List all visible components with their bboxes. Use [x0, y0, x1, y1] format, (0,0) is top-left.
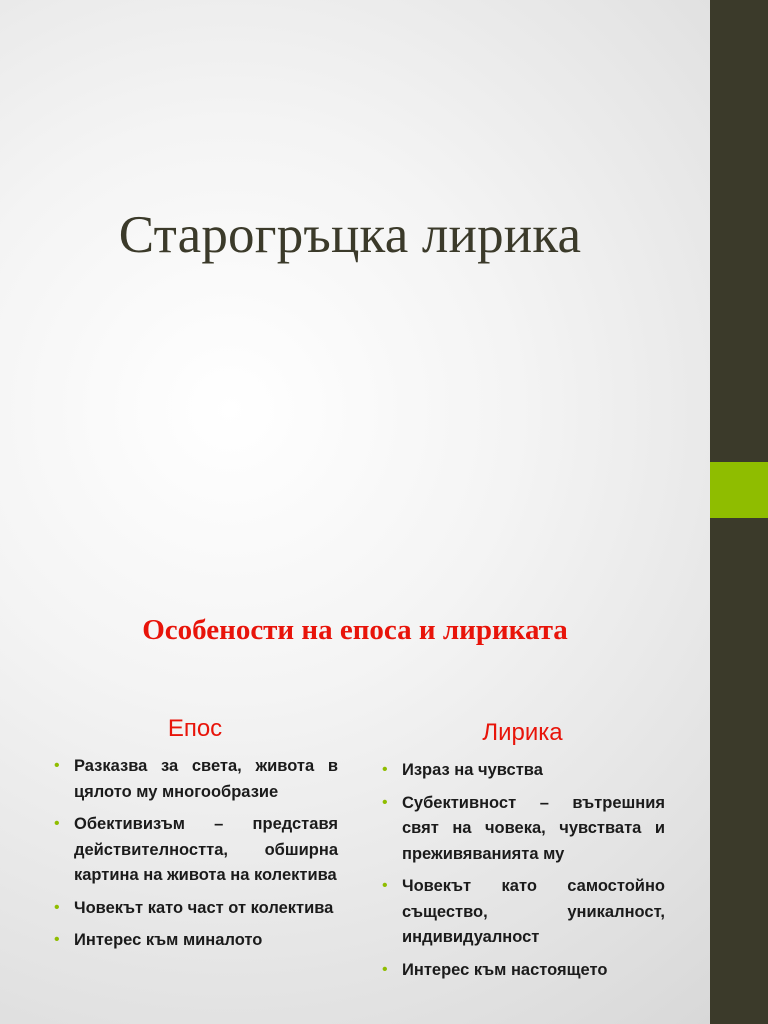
bullet-icon: • [54, 815, 60, 832]
list-item: • Обективизъм – представя действителността, обширна картина на живота на колектива [52, 812, 338, 889]
list-item: • Човекът като самостойно същество, уникалност, индивидуалност [380, 874, 665, 951]
lyric-column [380, 712, 665, 990]
bullet-icon: • [382, 793, 388, 811]
bullet-icon: • [54, 757, 60, 774]
list-item: • Интерес към настоящето [380, 958, 665, 984]
epic-column [52, 712, 338, 961]
list-item: • Субективност – вътрешния свят на човека, чувствата и преживяванията му [380, 791, 665, 868]
bullet-icon: • [382, 877, 388, 894]
lyric-list [380, 758, 665, 983]
list-item: • Израз на чувства [380, 758, 665, 784]
list-item: • Интерес към миналото [52, 928, 338, 954]
lyric-heading: Лирика [482, 719, 563, 746]
section-heading: Особености на епоса и лириката [142, 614, 568, 646]
epic-list [52, 754, 338, 954]
bullet-icon: • [54, 898, 60, 916]
slide-title: Старогръцка лирика [118, 206, 582, 264]
epic-heading: Епос [167, 715, 223, 742]
list-item: • Човекът като част от колектива [52, 896, 338, 922]
list-item: • Разказва за света, живота в цялото му многообразие [52, 754, 338, 805]
sidebar-accent-block [710, 462, 768, 518]
bullet-icon: • [382, 960, 388, 978]
bullet-icon: • [54, 931, 60, 948]
bullet-icon: • [382, 761, 388, 778]
